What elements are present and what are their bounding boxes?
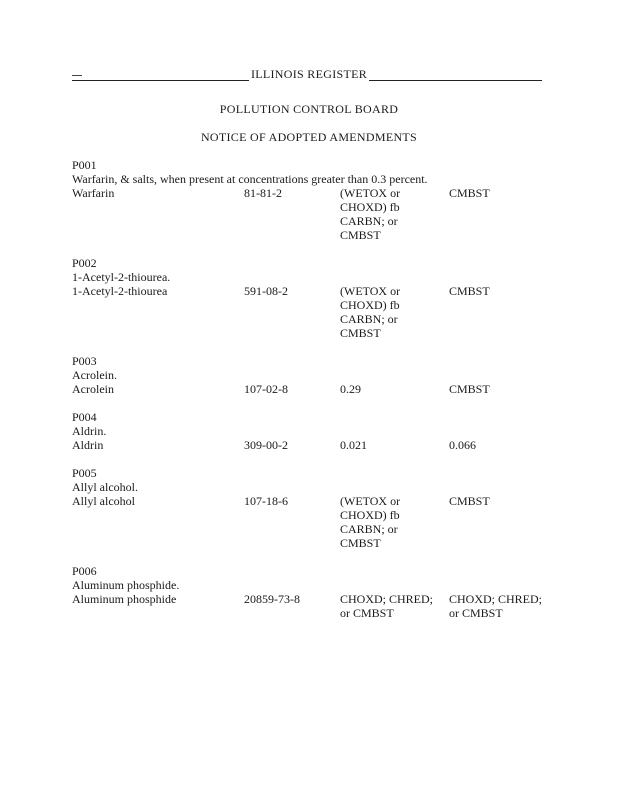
cas-number: 107-18-6 xyxy=(244,494,288,508)
constituent-name: Aldrin xyxy=(72,438,104,452)
wastewater-standard-line: CARBN; or xyxy=(340,312,398,326)
nonwastewater-standard-line: CMBST xyxy=(449,186,490,200)
board-title: POLLUTION CONTROL BOARD xyxy=(219,102,399,116)
waste-entry xyxy=(72,158,552,242)
constituent-row xyxy=(72,186,552,242)
cas-number: 309-00-2 xyxy=(244,438,288,452)
waste-entry xyxy=(72,354,552,396)
nonwastewater-standard-line: CMBST xyxy=(449,494,490,508)
nonwastewater-standard-line: CMBST xyxy=(449,284,490,298)
waste-code: P002 xyxy=(72,256,97,270)
register-title-text: ILLINOIS REGISTER xyxy=(250,67,368,81)
nonwastewater-standard xyxy=(449,382,554,396)
wastewater-standard-line: (WETOX or xyxy=(340,494,401,508)
nonwastewater-standard-line: or CMBST xyxy=(449,606,503,620)
wastewater-standard-line: CMBST xyxy=(340,536,381,550)
wastewater-standard xyxy=(340,186,445,242)
wastewater-standard xyxy=(340,382,445,396)
waste-description: Aluminum phosphide. xyxy=(72,578,180,592)
constituent-name: Aluminum phosphide xyxy=(72,592,177,606)
waste-entry xyxy=(72,410,552,452)
constituent-name: Allyl alcohol xyxy=(72,494,135,508)
wastewater-standard-line: (WETOX or xyxy=(340,284,401,298)
wastewater-standard xyxy=(340,438,445,452)
constituent-row xyxy=(72,592,552,620)
waste-description: Warfarin, & salts, when present at concentrations greater than 0.3 percent. xyxy=(72,172,428,186)
constituent-row xyxy=(72,284,552,340)
waste-code: P003 xyxy=(72,354,97,368)
wastewater-standard xyxy=(340,592,445,620)
waste-entries xyxy=(72,158,552,634)
constituent-row xyxy=(72,438,552,452)
nonwastewater-standard xyxy=(449,186,554,200)
waste-code: P005 xyxy=(72,466,97,480)
wastewater-standard-line: CARBN; or xyxy=(340,214,398,228)
wastewater-standard-line: CMBST xyxy=(340,228,381,242)
constituent-row xyxy=(72,494,552,550)
waste-description: 1-Acetyl-2-thiourea. xyxy=(72,270,171,284)
nonwastewater-standard xyxy=(449,284,554,298)
constituent-name: Warfarin xyxy=(72,186,115,200)
wastewater-standard-line: or CMBST xyxy=(340,606,394,620)
wastewater-standard-line: (WETOX or xyxy=(340,186,401,200)
nonwastewater-standard-line: CMBST xyxy=(449,382,490,396)
nonwastewater-standard xyxy=(449,494,554,508)
wastewater-standard-line: 0.29 xyxy=(340,382,361,396)
waste-description: Aldrin. xyxy=(72,424,107,438)
cas-number: 20859-73-8 xyxy=(244,592,300,606)
register-title xyxy=(0,67,618,82)
wastewater-standard-line: CHOXD) fb xyxy=(340,298,400,312)
cas-number: 591-08-2 xyxy=(244,284,288,298)
nonwastewater-standard xyxy=(449,592,554,620)
wastewater-standard xyxy=(340,284,445,340)
nonwastewater-standard-line: CHOXD; CHRED; xyxy=(449,592,543,606)
nonwastewater-standard-line: 0.066 xyxy=(449,438,476,452)
waste-description: Allyl alcohol. xyxy=(72,480,138,494)
wastewater-standard-line: CHOXD) fb xyxy=(340,508,400,522)
cas-number: 81-81-2 xyxy=(244,186,282,200)
waste-code: P001 xyxy=(72,158,97,172)
wastewater-standard-line: CHOXD; CHRED; xyxy=(340,592,434,606)
waste-code: P006 xyxy=(72,564,97,578)
notice-title: NOTICE OF ADOPTED AMENDMENTS xyxy=(200,130,418,144)
wastewater-standard-line: CMBST xyxy=(340,326,381,340)
cas-number: 107-02-8 xyxy=(244,382,288,396)
constituent-name: Acrolein xyxy=(72,382,114,396)
waste-code: P004 xyxy=(72,410,97,424)
wastewater-standard-line: CARBN; or xyxy=(340,522,398,536)
wastewater-standard-line: CHOXD) fb xyxy=(340,200,400,214)
waste-description: Acrolein. xyxy=(72,368,117,382)
constituent-row xyxy=(72,382,552,396)
wastewater-standard-line: 0.021 xyxy=(340,438,367,452)
waste-entry xyxy=(72,466,552,550)
constituent-name: 1-Acetyl-2-thiourea xyxy=(72,284,168,298)
nonwastewater-standard xyxy=(449,438,554,452)
waste-entry xyxy=(72,256,552,340)
wastewater-standard xyxy=(340,494,445,550)
waste-entry xyxy=(72,564,552,620)
